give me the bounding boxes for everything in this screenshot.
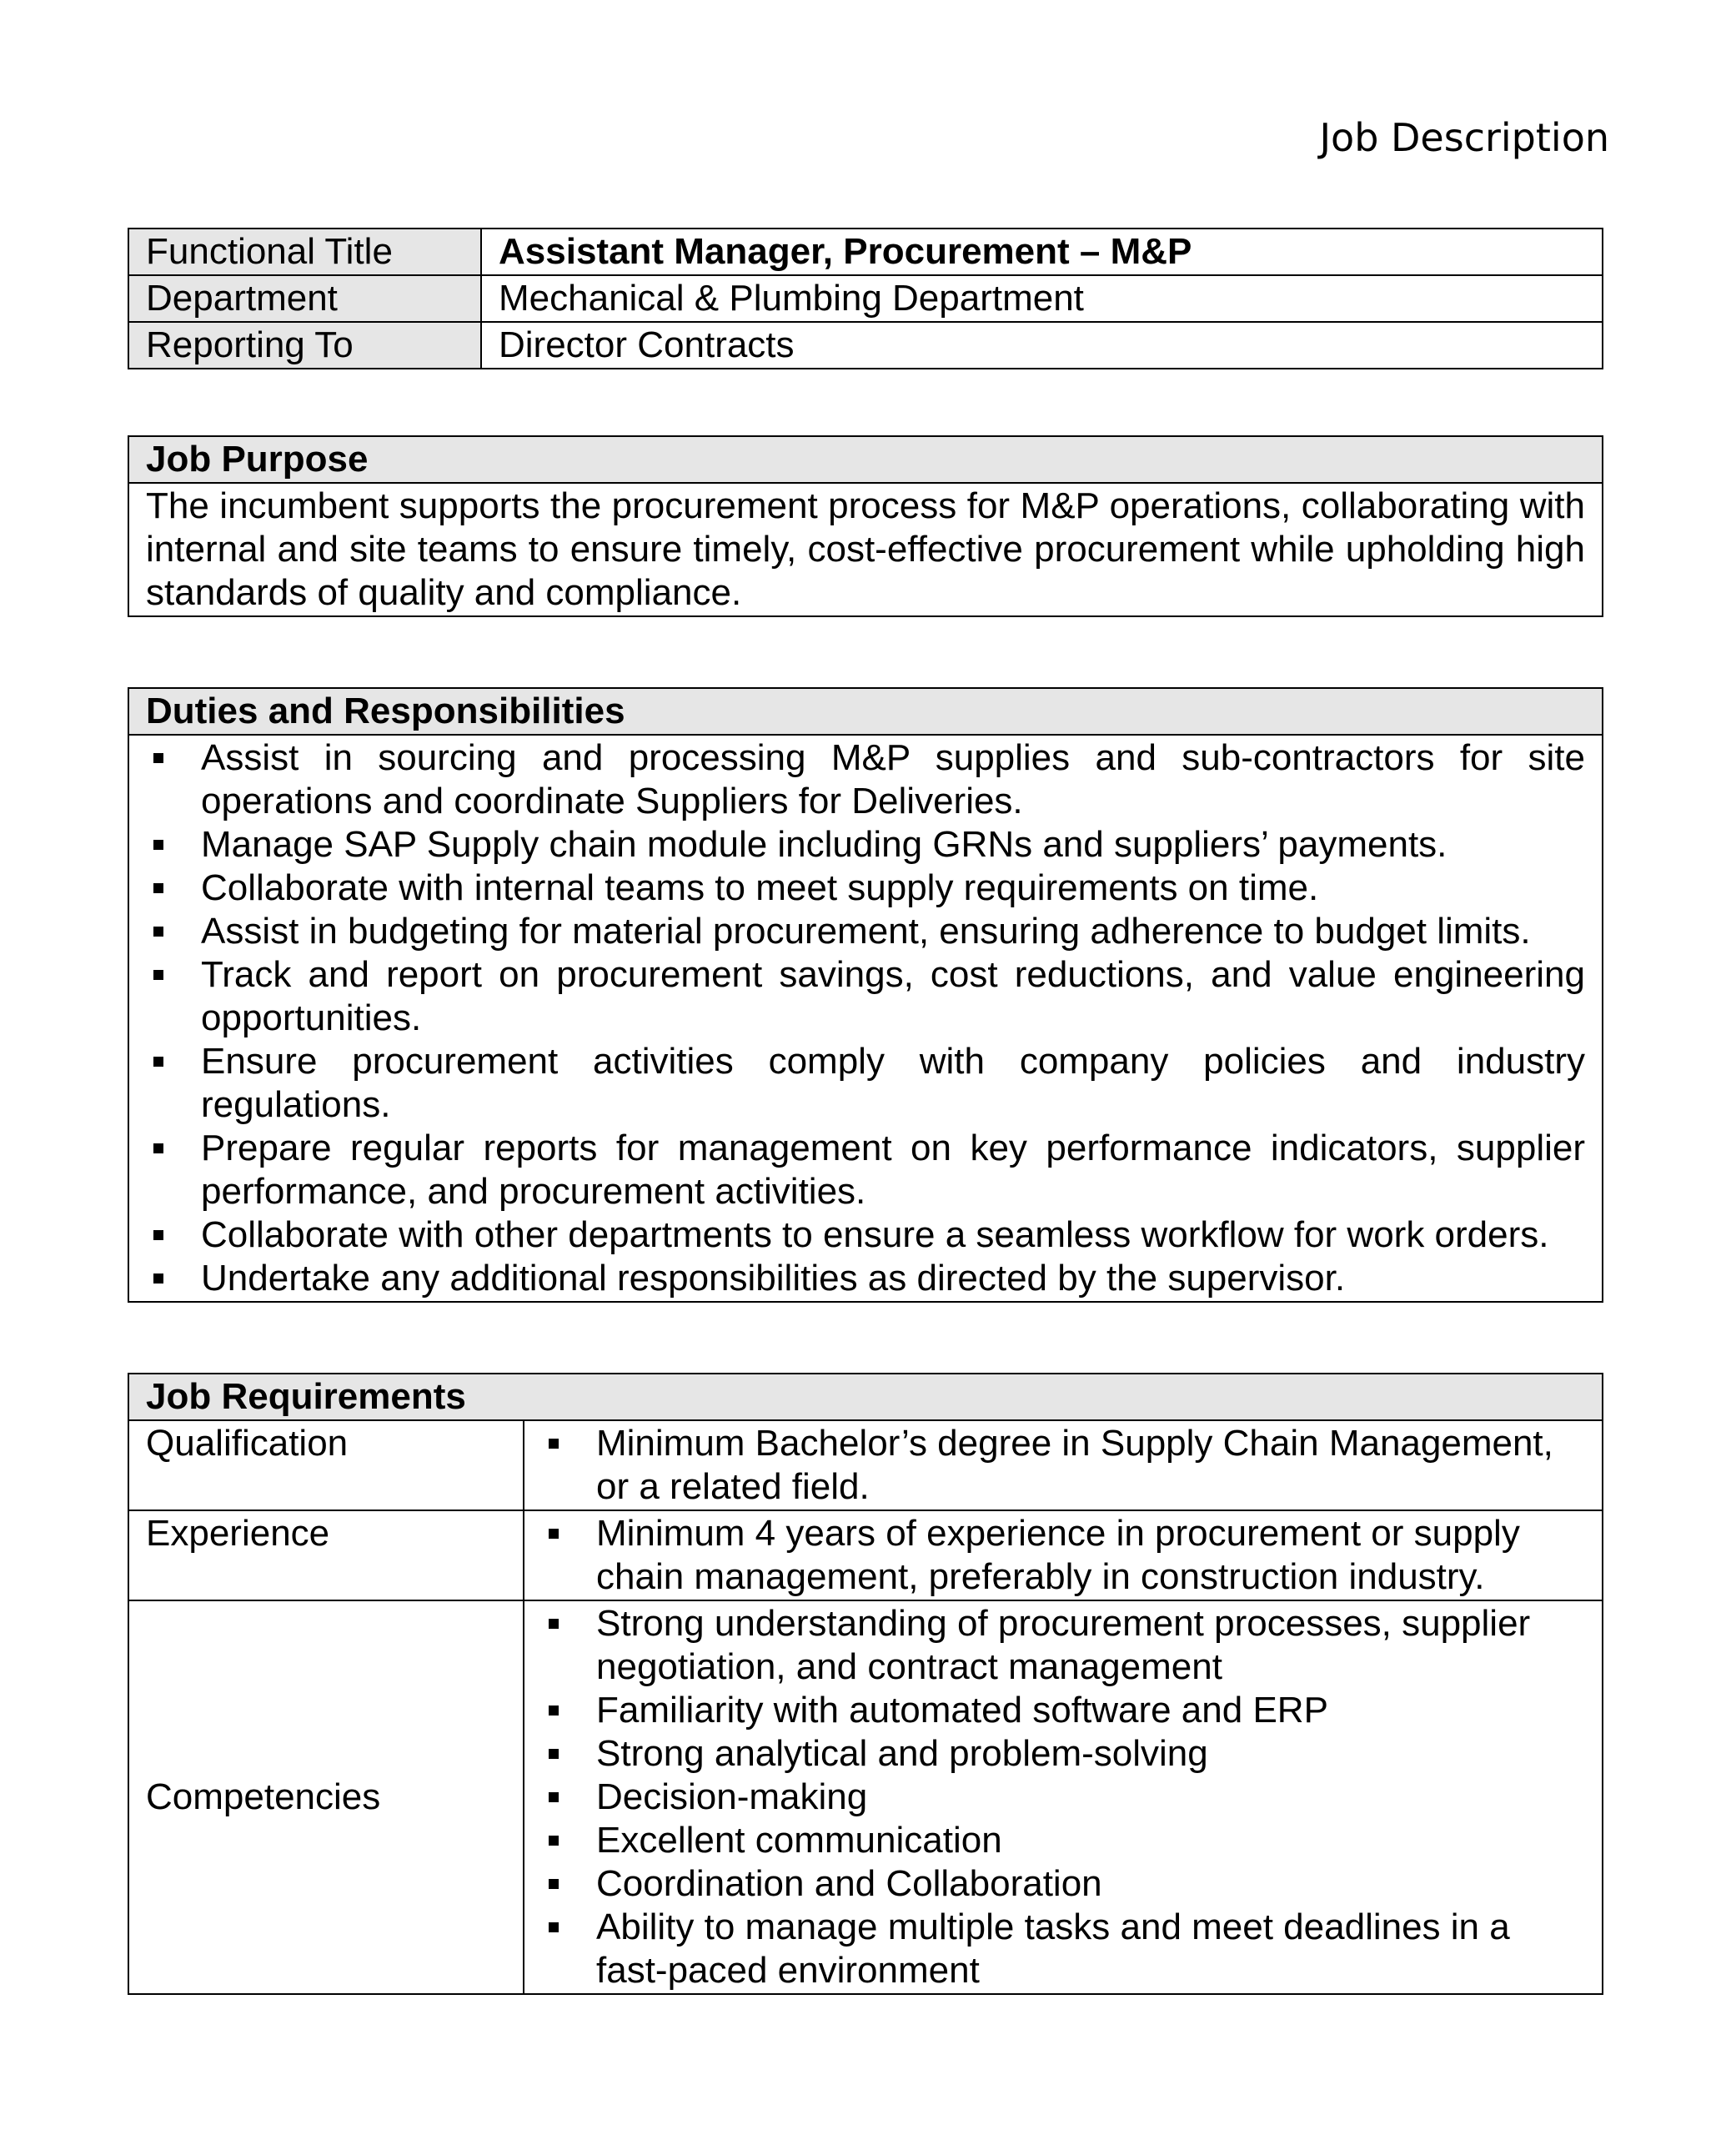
square-bullet-icon [153,1057,163,1067]
square-bullet-icon [549,1619,559,1629]
job-requirements-heading: Job Requirements [128,1374,1603,1420]
experience-row [128,1510,1603,1600]
department-label: Department [128,275,481,322]
square-bullet-icon [549,1749,559,1759]
list-item [146,1040,1585,1127]
duty-text: Ensure procurement activities comply with company policies and industry regulations. [201,1041,1585,1125]
duty-text: Assist in budgeting for material procurement, ensuring adherence to budget limits. [201,911,1531,952]
duty-text: Collaborate with internal teams to meet supply requirements on time. [201,867,1319,908]
square-bullet-icon [549,1879,559,1889]
square-bullet-icon [549,1922,559,1932]
job-purpose-text: The incumbent supports the procurement process for M&P operations, collaborating with internal and site teams to ensure timely, cost-effective procurement while upholding high standards of quality and compliance. [128,483,1603,616]
list-item [146,910,1585,953]
qualification-cell [524,1420,1603,1510]
functional-title-label: Functional Title [128,229,481,275]
square-bullet-icon [153,1143,163,1153]
department-value: Mechanical & Plumbing Department [481,275,1603,322]
document-title: Job Description [1319,115,1609,160]
qualification-row [128,1420,1603,1510]
list-item [541,1602,1585,1689]
duty-text: Manage SAP Supply chain module including GRNs and suppliers’ payments. [201,824,1448,865]
reporting-to-row [128,322,1603,369]
list-item [146,736,1585,823]
competency-text: Coordination and Collaboration [596,1863,1102,1904]
list-item [541,1862,1585,1906]
functional-title-row [128,229,1603,275]
square-bullet-icon [153,883,163,893]
duty-text: Track and report on procurement savings, cost reductions, and value engineering opportunities. [201,954,1585,1038]
duty-text: Assist in sourcing and processing M&P supplies and sub-contractors for site operations and coordinate Suppliers for Deliveries. [201,737,1585,821]
list-item [146,823,1585,867]
competency-text: Decision-making [596,1776,868,1817]
competency-text: Excellent communication [596,1820,1002,1861]
list-item [146,867,1585,910]
list-item [541,1422,1585,1509]
list-item [541,1819,1585,1862]
job-purpose-table [128,435,1603,617]
functional-title-value: Assistant Manager, Procurement – M&P [481,229,1603,275]
list-item [146,1257,1585,1300]
duties-table [128,687,1603,1303]
list-item [541,1512,1585,1599]
competency-text: Strong analytical and problem-solving [596,1733,1208,1774]
square-bullet-icon [153,753,163,763]
competency-text: Ability to manage multiple tasks and meet deadlines in a fast-paced environment [596,1906,1510,1991]
square-bullet-icon [153,927,163,937]
experience-label: Experience [128,1510,524,1600]
competency-text: Strong understanding of procurement processes, supplier negotiation, and contract management [596,1603,1531,1687]
duty-text: Prepare regular reports for management on key performance indicators, supplier performance, and procurement activities. [201,1128,1585,1212]
square-bullet-icon [549,1705,559,1716]
position-info-table [128,228,1603,369]
square-bullet-icon [153,1230,163,1240]
square-bullet-icon [153,1273,163,1284]
duties-heading: Duties and Responsibilities [128,688,1603,735]
square-bullet-icon [549,1792,559,1802]
qualification-text: Minimum Bachelor’s degree in Supply Chain Management, or a related field. [596,1423,1553,1507]
square-bullet-icon [153,840,163,850]
job-purpose-heading: Job Purpose [128,436,1603,483]
duty-text: Collaborate with other departments to ensure a seamless workflow for work orders. [201,1214,1549,1255]
list-item [146,953,1585,1040]
competencies-row [128,1600,1603,1994]
duties-list [146,736,1585,1300]
duty-text: Undertake any additional responsibilities as directed by the supervisor. [201,1258,1346,1299]
duties-cell [128,735,1603,1302]
competencies-cell [524,1600,1603,1994]
reporting-to-label: Reporting To [128,322,481,369]
competencies-label: Competencies [128,1600,524,1994]
list-item [541,1906,1585,1992]
list-item [541,1732,1585,1776]
qualification-label: Qualification [128,1420,524,1510]
list-item [146,1213,1585,1257]
experience-text: Minimum 4 years of experience in procurement or supply chain management, preferably in construction industry. [596,1513,1520,1597]
experience-cell [524,1510,1603,1600]
list-item [541,1776,1585,1819]
list-item [541,1689,1585,1732]
list-item [146,1127,1585,1213]
square-bullet-icon [549,1836,559,1846]
square-bullet-icon [549,1439,559,1449]
job-requirements-table [128,1373,1603,1995]
square-bullet-icon [153,970,163,980]
reporting-to-value: Director Contracts [481,322,1603,369]
competency-text: Familiarity with automated software and ERP [596,1690,1328,1731]
department-row [128,275,1603,322]
square-bullet-icon [549,1529,559,1539]
